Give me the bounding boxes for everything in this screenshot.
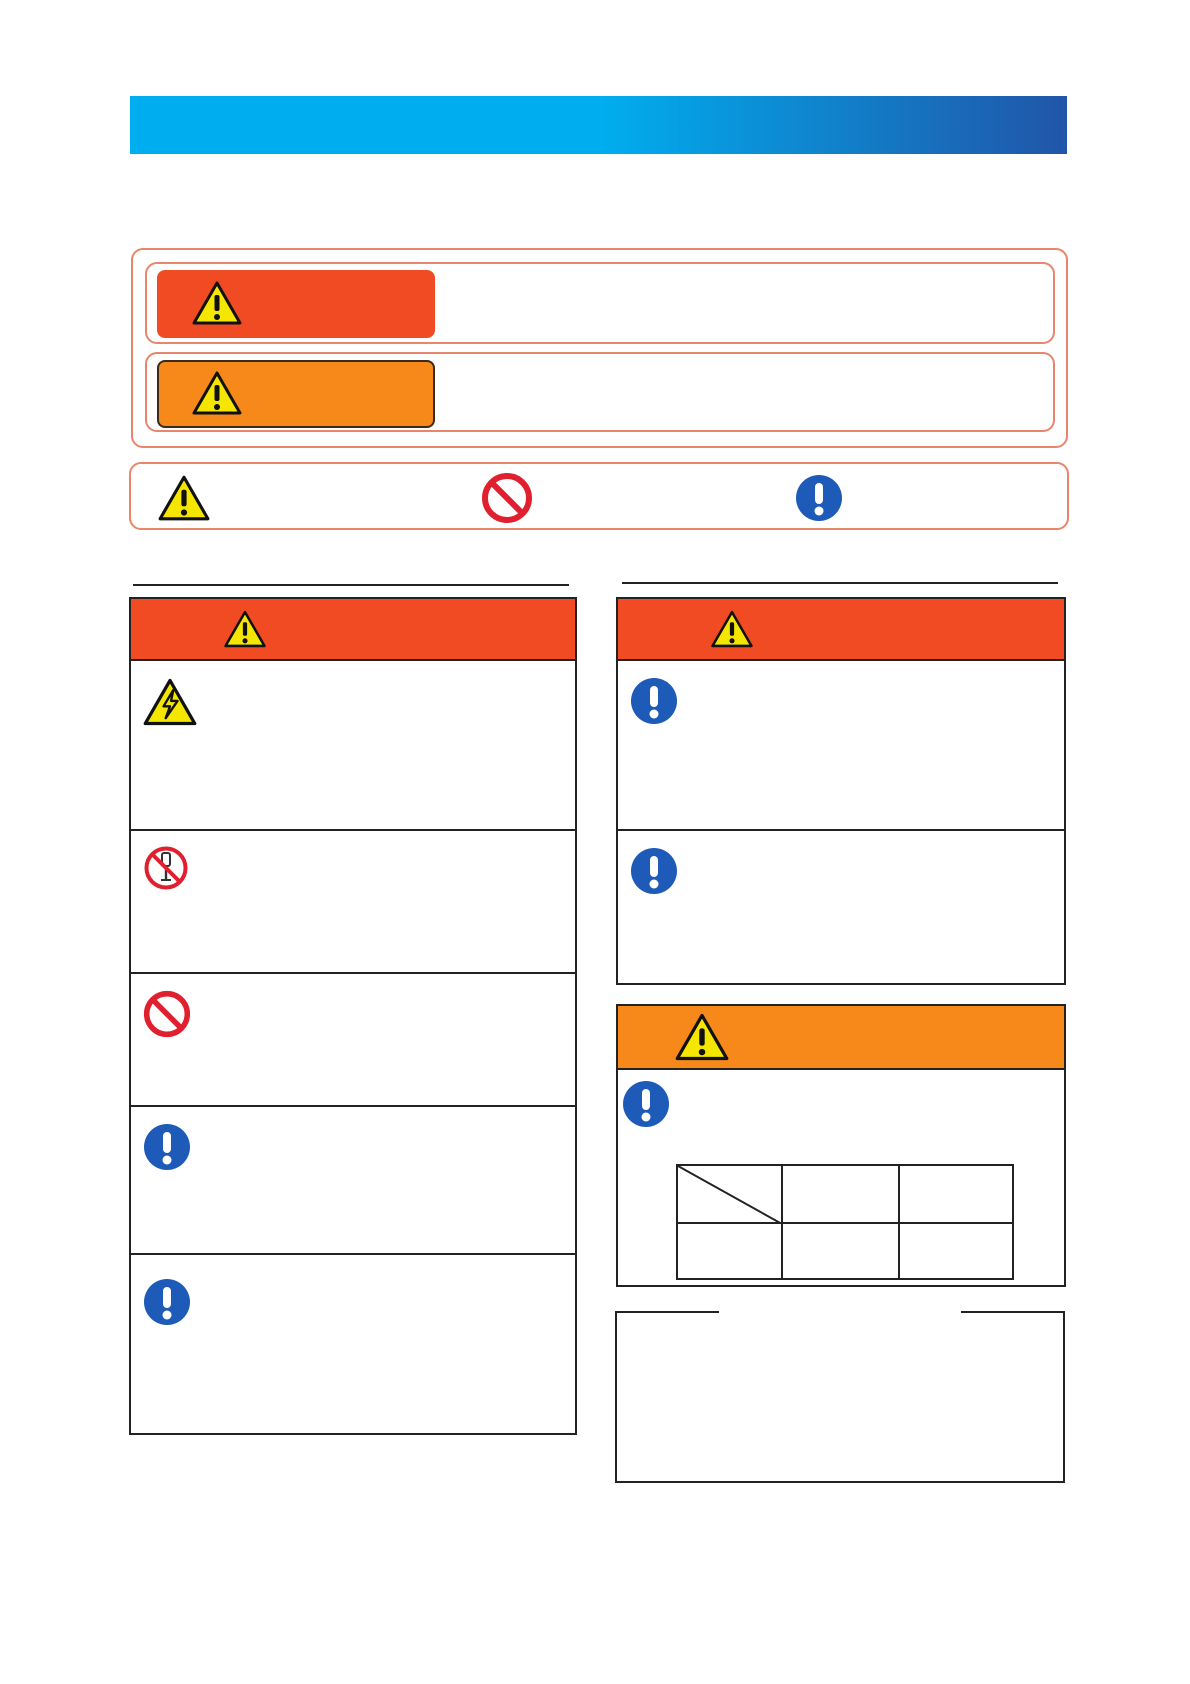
caution-triangle-icon: [157, 474, 211, 522]
danger-header: [618, 599, 1064, 661]
notes-box: [615, 1311, 1065, 1483]
mandatory-action-icon: [143, 1278, 191, 1326]
electric-shock-icon: [142, 677, 198, 727]
left-danger-box: [129, 597, 577, 1435]
no-disassembly-icon: [143, 845, 189, 891]
item-separator: [618, 829, 1064, 831]
caution-triangle-icon: [674, 1012, 730, 1062]
mandatory-action-icon: [630, 677, 678, 725]
danger-label: [157, 270, 435, 338]
warning-label: [157, 360, 435, 428]
caution-triangle-icon: [223, 609, 267, 649]
danger-header: [131, 599, 575, 661]
hazard-level-legend: [131, 248, 1068, 448]
title-bar: [130, 96, 1067, 154]
item-separator: [131, 829, 575, 831]
table-diagonal-header: [678, 1166, 782, 1224]
caution-triangle-icon: [191, 280, 243, 326]
caution-triangle-icon: [191, 370, 243, 416]
left-column-rule: [133, 584, 569, 586]
temperature-table: [676, 1164, 1014, 1280]
warning-legend-row: [145, 352, 1055, 432]
item-separator: [131, 1105, 575, 1107]
caution-triangle-icon: [710, 609, 754, 649]
item-separator: [131, 972, 575, 974]
item-separator: [131, 1253, 575, 1255]
prohibition-icon: [481, 472, 533, 524]
mandatory-action-icon: [630, 847, 678, 895]
danger-legend-row: [145, 262, 1055, 344]
mandatory-action-icon: [622, 1080, 670, 1128]
prohibition-icon: [143, 990, 191, 1038]
symbol-legend: [129, 462, 1069, 530]
mandatory-action-icon: [795, 474, 843, 522]
mandatory-action-icon: [143, 1123, 191, 1171]
right-danger-box: [616, 597, 1066, 985]
warning-header: [618, 1006, 1064, 1070]
right-column-rule: [622, 582, 1058, 584]
